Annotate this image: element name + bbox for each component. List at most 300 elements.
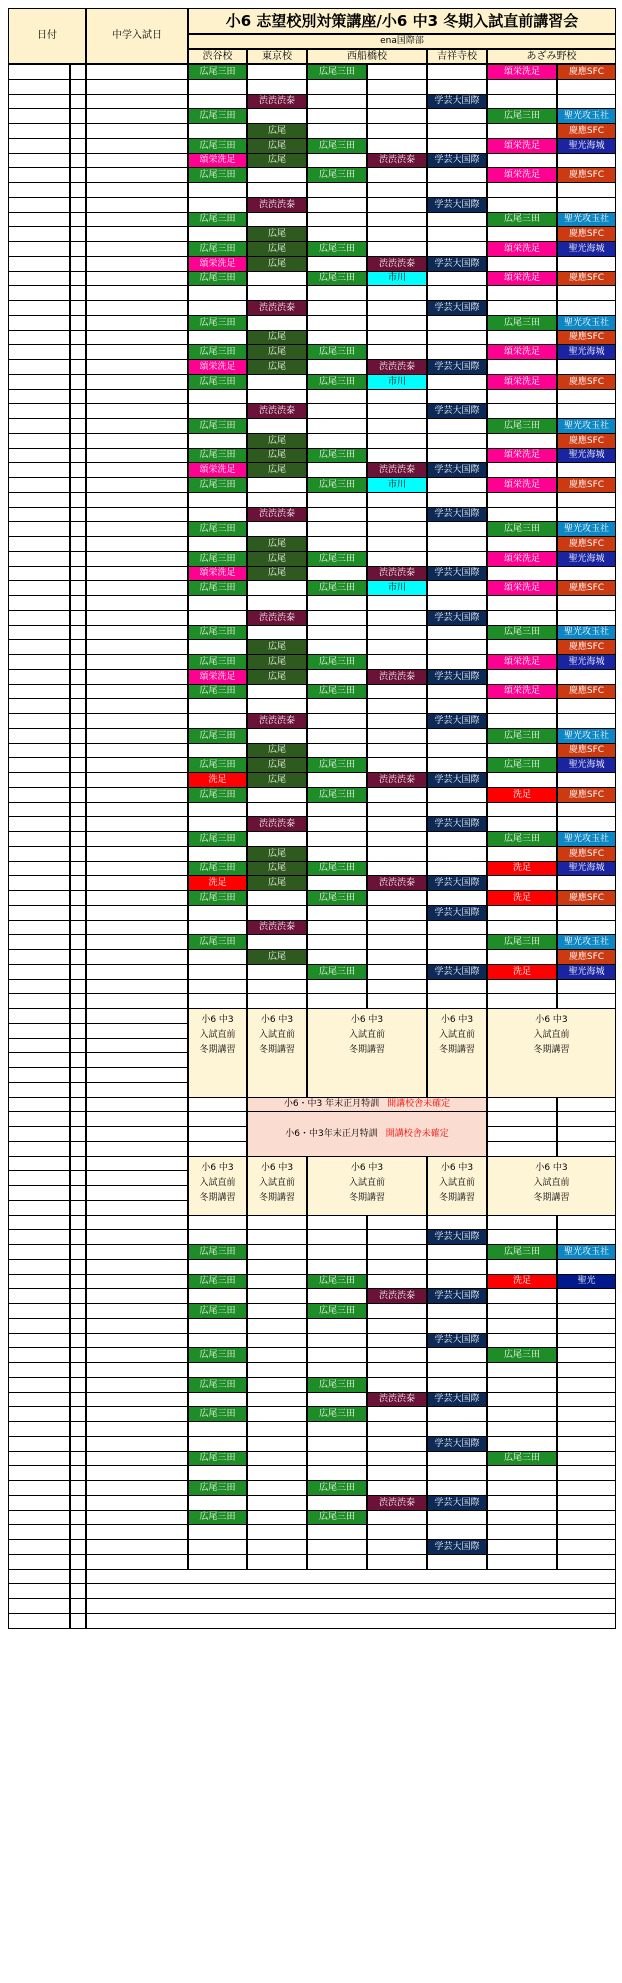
weekday-cell — [70, 1465, 86, 1481]
empty-cell — [557, 1215, 616, 1230]
empty-cell — [427, 1259, 487, 1275]
weekday-cell — [70, 1185, 86, 1201]
class-cell: 頌栄洗足 — [487, 271, 557, 286]
weekday-cell — [70, 580, 86, 596]
empty-cell — [487, 536, 557, 552]
empty-cell — [427, 1554, 487, 1570]
class-cell: 広尾三田 — [188, 64, 247, 80]
winter-course-line: 小6 中3 — [535, 1163, 568, 1173]
date-cell — [8, 403, 70, 419]
date-cell — [8, 728, 70, 744]
class-cell: 渋渋渋泰 — [247, 713, 307, 729]
class-cell: 広尾三田 — [487, 1244, 557, 1260]
class-cell: 渋渋渋泰 — [367, 359, 427, 375]
class-cell: 洗足 — [487, 890, 557, 906]
empty-cell — [487, 713, 557, 729]
class-cell: 広尾三田 — [188, 1274, 247, 1289]
class-cell: 頌栄洗足 — [487, 551, 557, 567]
exam-note — [86, 448, 188, 463]
exam-note — [86, 1465, 188, 1481]
winter-course-line: 小6 中3 — [260, 1015, 294, 1025]
empty-cell — [427, 182, 487, 198]
empty-cell — [367, 300, 427, 316]
weekday-cell — [70, 344, 86, 360]
weekday-cell — [70, 300, 86, 316]
class-cell: 広尾三田 — [188, 108, 247, 124]
weekday-cell — [70, 1082, 86, 1098]
class-cell: 聖光攻玉社 — [557, 108, 616, 124]
empty-cell — [557, 920, 616, 935]
empty-cell — [307, 743, 367, 758]
weekday-cell — [70, 138, 86, 154]
empty-cell — [487, 949, 557, 965]
class-cell: 広尾三田 — [487, 315, 557, 331]
class-cell: 渋渋渋泰 — [247, 920, 307, 935]
empty-cell — [367, 1421, 427, 1437]
weekday-cell — [70, 1480, 86, 1496]
empty-cell — [188, 403, 247, 419]
class-cell: 渋渋渋泰 — [247, 197, 307, 213]
exam-note — [86, 1392, 188, 1407]
date-cell — [8, 1288, 70, 1304]
empty-cell — [557, 403, 616, 419]
exam-note — [86, 167, 188, 183]
exam-note — [86, 1539, 188, 1555]
exam-note — [86, 1598, 616, 1614]
empty-cell — [487, 389, 557, 404]
class-cell: 広尾 — [247, 669, 307, 685]
empty-cell — [427, 477, 487, 493]
class-cell: 聖光攻玉社 — [557, 212, 616, 227]
class-cell: 頌栄洗足 — [188, 669, 247, 685]
weekday-cell — [70, 521, 86, 537]
date-cell — [8, 1362, 70, 1378]
empty-cell — [487, 1377, 557, 1393]
empty-cell — [367, 1539, 427, 1555]
winter-course-block — [487, 1156, 616, 1216]
class-cell: 広尾 — [247, 536, 307, 552]
empty-cell — [188, 1524, 247, 1540]
empty-cell — [367, 684, 427, 699]
weekday-cell — [70, 315, 86, 331]
empty-cell — [427, 226, 487, 242]
class-cell: 広尾三田 — [307, 964, 367, 980]
empty-cell — [487, 905, 557, 921]
empty-cell — [247, 905, 307, 921]
empty-cell — [367, 330, 427, 345]
empty-cell — [487, 1097, 557, 1112]
empty-cell — [557, 1288, 616, 1304]
empty-cell — [367, 551, 427, 567]
empty-cell — [247, 1274, 307, 1289]
empty-cell — [367, 108, 427, 124]
empty-cell — [188, 226, 247, 242]
class-cell: 慶應SFC — [557, 433, 616, 449]
winter-course-line: 小6 中3 — [350, 1163, 384, 1173]
empty-cell — [427, 1244, 487, 1260]
date-cell — [8, 979, 70, 994]
exam-note — [86, 1082, 188, 1098]
empty-cell — [487, 875, 557, 891]
empty-cell — [427, 698, 487, 714]
empty-cell — [307, 816, 367, 832]
class-cell: 広尾三田 — [307, 787, 367, 803]
exam-note — [86, 1156, 188, 1171]
class-cell: 広尾三田 — [188, 167, 247, 183]
date-cell — [8, 1318, 70, 1334]
empty-cell — [247, 595, 307, 611]
empty-cell — [247, 993, 307, 1009]
weekday-cell — [70, 743, 86, 758]
empty-cell — [247, 1451, 307, 1466]
date-cell — [8, 890, 70, 906]
class-cell: 広尾三田 — [307, 1480, 367, 1496]
empty-cell — [247, 1215, 307, 1230]
special-session-banner — [247, 1111, 487, 1157]
weekday-cell — [70, 1569, 86, 1584]
class-cell: 広尾三田 — [307, 448, 367, 463]
class-cell: 広尾 — [247, 757, 307, 773]
empty-cell — [557, 875, 616, 891]
weekday-cell — [70, 625, 86, 640]
empty-cell — [557, 153, 616, 168]
exam-note — [86, 595, 188, 611]
weekday-cell — [70, 462, 86, 478]
weekday-cell — [70, 1362, 86, 1378]
class-cell: 渋渋渋泰 — [367, 566, 427, 581]
class-cell: 洗足 — [487, 861, 557, 876]
empty-cell — [487, 920, 557, 935]
class-cell: 学芸大国際 — [427, 669, 487, 685]
empty-cell — [367, 1465, 427, 1481]
exam-note — [86, 610, 188, 626]
empty-cell — [367, 1347, 427, 1363]
empty-cell — [188, 330, 247, 345]
empty-cell — [427, 595, 487, 611]
empty-cell — [247, 79, 307, 95]
empty-cell — [307, 1392, 367, 1407]
date-cell — [8, 1156, 70, 1171]
empty-cell — [427, 241, 487, 257]
date-cell — [8, 197, 70, 213]
exam-note — [86, 1347, 188, 1363]
empty-cell — [188, 1141, 247, 1157]
date-cell — [8, 1406, 70, 1422]
empty-cell — [487, 403, 557, 419]
class-cell: 聖光海城 — [557, 448, 616, 463]
empty-cell — [307, 610, 367, 626]
class-cell: 渋渋渋泰 — [367, 462, 427, 478]
winter-course-line: 入試直前 — [438, 1030, 475, 1040]
weekday-cell — [70, 993, 86, 1009]
class-cell: 広尾三田 — [307, 374, 367, 390]
empty-cell — [427, 654, 487, 670]
exam-note — [86, 462, 188, 478]
empty-cell — [188, 1539, 247, 1555]
empty-cell — [557, 1111, 616, 1127]
empty-cell — [247, 728, 307, 744]
empty-cell — [247, 167, 307, 183]
empty-cell — [487, 1392, 557, 1407]
class-cell: 学芸大国際 — [427, 905, 487, 921]
winter-course-line: 入試直前 — [348, 1178, 385, 1188]
empty-cell — [557, 285, 616, 301]
empty-cell — [367, 521, 427, 537]
class-cell: 広尾三田 — [487, 757, 557, 773]
empty-cell — [247, 580, 307, 596]
empty-cell — [247, 1229, 307, 1245]
weekday-cell — [70, 861, 86, 876]
date-cell — [8, 1111, 70, 1127]
empty-cell — [188, 182, 247, 198]
empty-cell — [188, 94, 247, 109]
exam-note — [86, 698, 188, 714]
date-cell — [8, 713, 70, 729]
empty-cell — [247, 787, 307, 803]
empty-cell — [188, 536, 247, 552]
winter-course-line: 入試直前 — [199, 1030, 236, 1040]
date-cell — [8, 846, 70, 862]
empty-cell — [487, 816, 557, 832]
exam-note — [86, 1126, 188, 1142]
weekday-cell — [70, 477, 86, 493]
class-cell: 学芸大国際 — [427, 300, 487, 316]
empty-cell — [427, 79, 487, 95]
weekday-cell — [70, 1303, 86, 1319]
class-cell: 広尾三田 — [307, 241, 367, 257]
empty-cell — [557, 79, 616, 95]
class-cell: 広尾 — [247, 256, 307, 272]
weekday-cell — [70, 330, 86, 345]
exam-note — [86, 846, 188, 862]
class-cell: 広尾 — [247, 846, 307, 862]
exam-note — [86, 285, 188, 301]
empty-cell — [557, 1495, 616, 1511]
empty-cell — [557, 1480, 616, 1496]
empty-cell — [487, 1436, 557, 1452]
empty-cell — [247, 285, 307, 301]
exam-note — [86, 1495, 188, 1511]
empty-cell — [307, 212, 367, 227]
exam-note — [86, 418, 188, 434]
class-cell: 広尾 — [247, 433, 307, 449]
weekday-cell — [70, 875, 86, 891]
empty-cell — [487, 153, 557, 168]
exam-note — [86, 226, 188, 242]
empty-cell — [307, 993, 367, 1009]
weekday-cell — [70, 536, 86, 552]
winter-course-line: 冬期講習 — [533, 1045, 570, 1055]
class-cell: 広尾三田 — [188, 787, 247, 803]
exam-note — [86, 816, 188, 832]
weekday-cell — [70, 1554, 86, 1570]
weekday-cell — [70, 1583, 86, 1599]
empty-cell — [367, 1377, 427, 1393]
weekday-cell — [70, 1097, 86, 1112]
empty-cell — [427, 418, 487, 434]
class-cell: 広尾三田 — [188, 757, 247, 773]
exam-note — [86, 1480, 188, 1496]
empty-cell — [247, 1303, 307, 1319]
empty-cell — [427, 846, 487, 862]
weekday-cell — [70, 846, 86, 862]
class-cell: 広尾三田 — [307, 167, 367, 183]
exam-note — [86, 949, 188, 965]
class-cell: 広尾三田 — [307, 1274, 367, 1289]
class-cell: 広尾三田 — [188, 728, 247, 744]
weekday-cell — [70, 271, 86, 286]
empty-cell — [557, 507, 616, 522]
date-cell — [8, 757, 70, 773]
empty-cell — [487, 285, 557, 301]
class-cell: 学芸大国際 — [427, 1436, 487, 1452]
empty-cell — [367, 1406, 427, 1422]
empty-cell — [487, 226, 557, 242]
class-cell: 頌栄洗足 — [188, 566, 247, 581]
empty-cell — [557, 1333, 616, 1348]
weekday-cell — [70, 1244, 86, 1260]
empty-cell — [487, 1539, 557, 1555]
class-cell: 頌栄洗足 — [487, 64, 557, 80]
winter-course-line: 小6 中3 — [201, 1163, 234, 1173]
class-cell: 慶應SFC — [557, 949, 616, 965]
empty-cell — [487, 1229, 557, 1245]
exam-note — [86, 1185, 188, 1201]
class-cell: 頌栄洗足 — [487, 344, 557, 360]
empty-cell — [427, 315, 487, 331]
winter-course-line: 入試直前 — [199, 1178, 236, 1188]
date-cell — [8, 1613, 70, 1629]
class-cell: 広尾三田 — [188, 448, 247, 463]
empty-cell — [367, 831, 427, 847]
weekday-cell — [70, 1333, 86, 1348]
empty-cell — [367, 492, 427, 508]
empty-cell — [307, 521, 367, 537]
class-cell: 慶應SFC — [557, 684, 616, 699]
class-cell: 聖光 — [557, 1274, 616, 1289]
empty-cell — [427, 993, 487, 1009]
empty-cell — [427, 1318, 487, 1334]
exam-note — [86, 802, 188, 817]
date-cell — [8, 1436, 70, 1452]
empty-cell — [367, 418, 427, 434]
empty-cell — [427, 1524, 487, 1540]
empty-cell — [188, 1215, 247, 1230]
exam-note — [86, 1141, 188, 1157]
empty-cell — [188, 1333, 247, 1348]
empty-cell — [247, 1421, 307, 1437]
empty-cell — [557, 802, 616, 817]
empty-cell — [307, 905, 367, 921]
date-cell — [8, 684, 70, 699]
class-cell: 学芸大国際 — [427, 875, 487, 891]
empty-cell — [557, 1451, 616, 1466]
empty-cell — [367, 197, 427, 213]
weekday-cell — [70, 492, 86, 508]
empty-cell — [307, 123, 367, 139]
class-cell: 渋渋渋泰 — [367, 1288, 427, 1304]
class-cell: 頌栄洗足 — [188, 153, 247, 168]
date-cell — [8, 315, 70, 331]
date-cell — [8, 595, 70, 611]
empty-cell — [247, 315, 307, 331]
empty-cell — [557, 1539, 616, 1555]
winter-course-line: 小6 中3 — [535, 1015, 568, 1025]
exam-note — [86, 433, 188, 449]
exam-note — [86, 1215, 188, 1230]
winter-course-line: 小6 中3 — [350, 1015, 384, 1025]
empty-cell — [307, 403, 367, 419]
empty-cell — [367, 226, 427, 242]
empty-cell — [307, 507, 367, 522]
date-cell — [8, 433, 70, 449]
date-cell — [8, 300, 70, 316]
exam-note — [86, 654, 188, 670]
class-cell: 広尾 — [247, 153, 307, 168]
weekday-cell — [70, 507, 86, 522]
class-cell: 広尾 — [247, 462, 307, 478]
empty-cell — [367, 315, 427, 331]
empty-cell — [557, 979, 616, 994]
class-cell: 頌栄洗足 — [487, 654, 557, 670]
weekday-cell — [70, 1126, 86, 1142]
class-cell: 学芸大国際 — [427, 403, 487, 419]
empty-cell — [188, 1392, 247, 1407]
exam-column-header: 中学入試日 — [86, 8, 188, 64]
empty-cell — [188, 698, 247, 714]
weekday-cell — [70, 757, 86, 773]
winter-course-line: 冬期講習 — [348, 1045, 385, 1055]
empty-cell — [487, 1510, 557, 1525]
empty-cell — [487, 1495, 557, 1511]
empty-cell — [557, 1318, 616, 1334]
empty-cell — [427, 123, 487, 139]
empty-cell — [247, 1318, 307, 1334]
empty-cell — [188, 979, 247, 994]
class-cell: 慶應SFC — [557, 477, 616, 493]
date-cell — [8, 861, 70, 876]
exam-note — [86, 757, 188, 773]
empty-cell — [367, 979, 427, 994]
date-cell — [8, 285, 70, 301]
date-cell — [8, 212, 70, 227]
empty-cell — [367, 713, 427, 729]
class-cell: 慶應SFC — [557, 890, 616, 906]
class-cell: 広尾三田 — [307, 684, 367, 699]
empty-cell — [557, 182, 616, 198]
empty-cell — [247, 1539, 307, 1555]
class-cell: 広尾三田 — [188, 654, 247, 670]
empty-cell — [307, 595, 367, 611]
empty-cell — [557, 772, 616, 788]
empty-cell — [307, 315, 367, 331]
exam-note — [86, 1067, 188, 1083]
empty-cell — [557, 1392, 616, 1407]
weekday-cell — [70, 1200, 86, 1216]
exam-note — [86, 1421, 188, 1437]
class-cell: 広尾三田 — [188, 241, 247, 257]
empty-cell — [557, 300, 616, 316]
empty-cell — [367, 138, 427, 154]
weekday-cell — [70, 79, 86, 95]
empty-cell — [307, 418, 367, 434]
weekday-cell — [70, 448, 86, 463]
empty-cell — [307, 1362, 367, 1378]
date-cell — [8, 610, 70, 626]
class-cell: 広尾三田 — [487, 212, 557, 227]
empty-cell — [188, 610, 247, 626]
empty-cell — [307, 1421, 367, 1437]
